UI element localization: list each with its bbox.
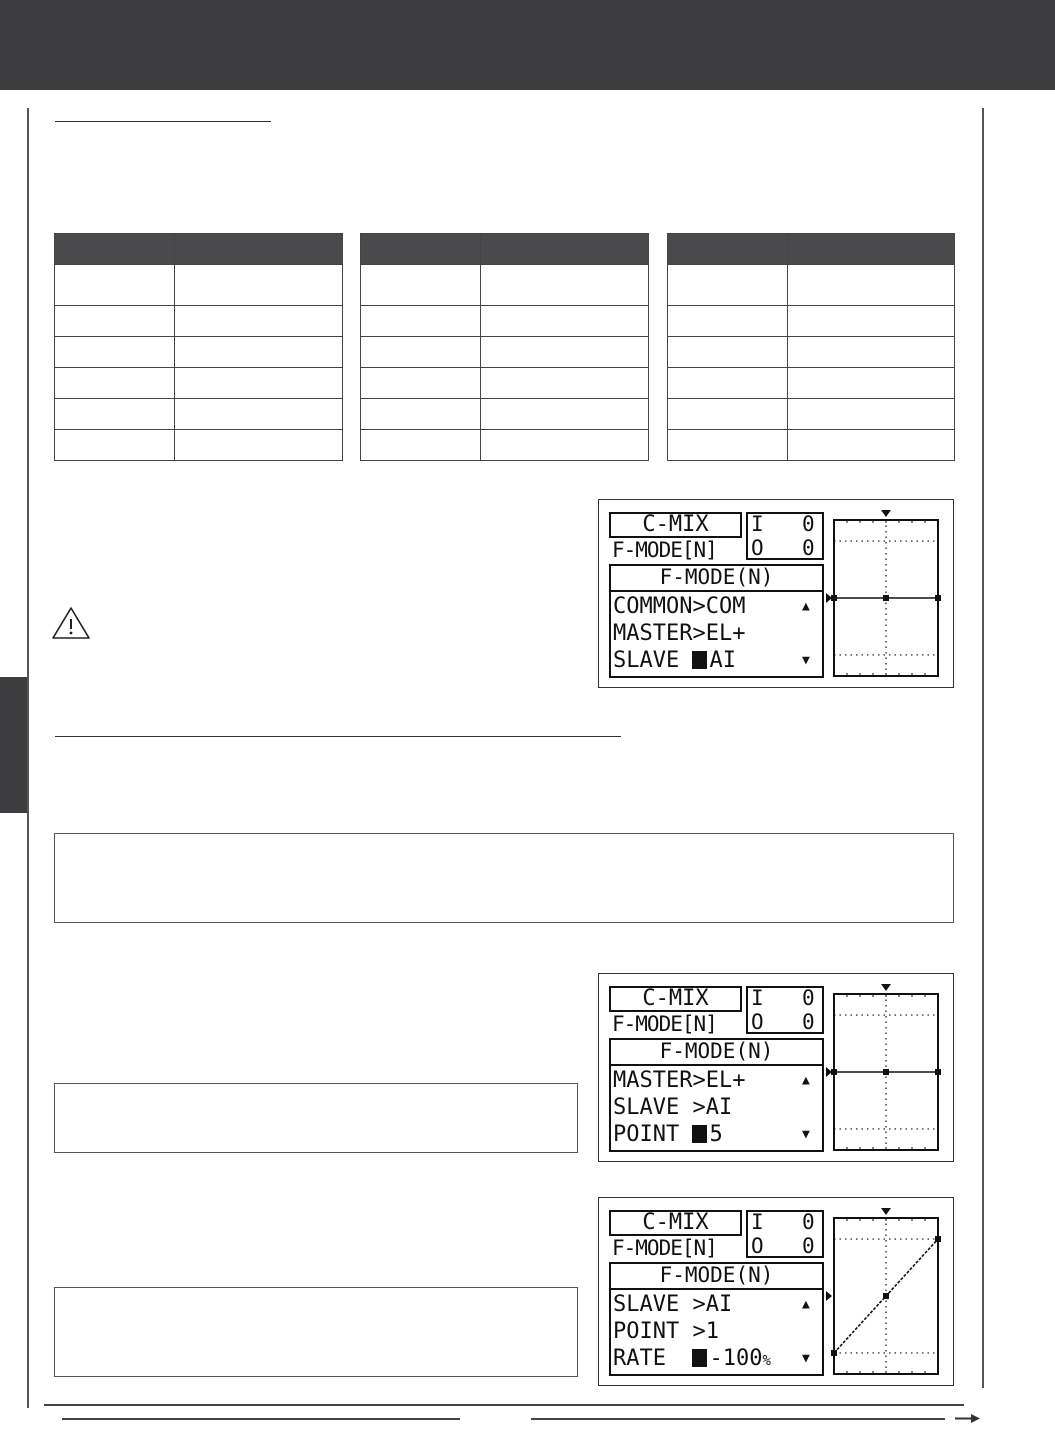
table-cell: [788, 265, 955, 306]
table-cell: [55, 265, 175, 306]
lcd-line-label: RATE: [613, 1346, 693, 1371]
lcd-line-value: COM: [705, 594, 746, 619]
lcd-menu-line: [613, 596, 745, 618]
table-header-cell: [481, 234, 649, 265]
lcd-line-label: SLAVE: [613, 648, 693, 673]
scroll-up-icon: ▲: [802, 1297, 810, 1312]
table-header-cell: [361, 234, 481, 265]
footer-rule: [44, 1404, 964, 1406]
lcd-io-label: I: [751, 986, 764, 1010]
table-cell: [668, 265, 788, 306]
lcd-curve-graph: [826, 504, 946, 682]
lcd-header-divider: [609, 1288, 824, 1290]
table-cell: [175, 265, 343, 306]
curve-point: [935, 1069, 941, 1075]
lcd-line-value: AI: [705, 1292, 733, 1317]
table-header-cell: [788, 234, 955, 265]
lcd-title: C-MIX: [642, 512, 709, 537]
lcd-line-value: 5: [709, 1122, 723, 1147]
scroll-down-icon: ▼: [802, 653, 810, 668]
note-box-wide: [54, 833, 954, 923]
lcd-line-value: -100: [709, 1346, 763, 1371]
curve-point: [831, 1350, 837, 1356]
left-margin-rule: [27, 108, 29, 1408]
lcd-line-label: SLAVE >: [613, 1095, 706, 1120]
lcd-header-divider: [609, 1064, 824, 1066]
lcd-line-label: SLAVE >: [613, 1292, 706, 1317]
lcd-io-value: 0: [802, 1210, 815, 1234]
lcd-io-label: I: [751, 1210, 764, 1234]
lcd-line-value: EL+: [705, 621, 746, 646]
lcd-cursor: [692, 1349, 707, 1367]
warning-triangle-icon: [51, 606, 91, 645]
table-cell: [481, 265, 649, 306]
lcd-title: C-MIX: [642, 986, 709, 1011]
lcd-menu-header: F-MODE(N): [659, 1263, 774, 1287]
lcd-menu-line: [613, 1348, 771, 1370]
lcd-io-value: 0: [802, 1234, 815, 1258]
lcd-cursor: [692, 1125, 707, 1143]
curve-point: [831, 1069, 837, 1075]
curve-point: [935, 1236, 941, 1242]
right-margin-rule: [982, 108, 984, 1388]
lcd-line-label: COMMON>: [613, 594, 706, 619]
note-box-1: [54, 1083, 578, 1153]
input-marker-icon: [881, 1208, 891, 1215]
lcd-line-unit: %: [762, 1353, 771, 1369]
lcd-menu-line: [613, 1321, 719, 1343]
lcd-title: C-MIX: [642, 1210, 709, 1235]
scroll-up-icon: ▲: [802, 599, 810, 614]
input-marker-icon: [881, 510, 891, 517]
lcd-menu-line: [613, 1124, 723, 1146]
curve-point: [883, 1069, 889, 1075]
lcd-io-value: 0: [802, 536, 815, 560]
input-marker-icon: [881, 984, 891, 991]
code-table-2: [360, 233, 649, 461]
lcd-line-label: POINT: [613, 1122, 693, 1147]
lcd-line-label: MASTER>: [613, 1068, 706, 1093]
code-table-1: [54, 233, 343, 461]
note-box-2: [54, 1287, 578, 1377]
section-side-tab: [0, 677, 27, 813]
lcd-io-label: I: [751, 512, 764, 536]
scroll-down-icon: ▼: [802, 1351, 810, 1366]
lcd-menu-header: F-MODE(N): [659, 565, 774, 589]
lcd-line-label: MASTER>: [613, 621, 706, 646]
footer-rule-left: [62, 1418, 460, 1420]
lcd-io-value: 0: [802, 1010, 815, 1034]
page-header-bar: [0, 0, 1055, 90]
lcd-mode: F-MODE[N]: [612, 1012, 717, 1036]
section-heading-underline-2: [55, 736, 621, 737]
lcd-line-value: 1: [705, 1319, 719, 1344]
curve-point: [831, 595, 837, 601]
scroll-up-icon: ▲: [802, 1073, 810, 1088]
lcd-menu-line: [613, 650, 736, 672]
section-heading-underline-1: [55, 121, 271, 122]
lcd-io-label: O: [751, 536, 764, 560]
arrow-right-icon: [955, 1411, 981, 1429]
lcd-cursor: [692, 651, 707, 669]
lcd-io-label: O: [751, 1234, 764, 1258]
scroll-down-icon: ▼: [802, 1127, 810, 1142]
lcd-screen-1: [598, 499, 954, 688]
lcd-screen-2: [598, 973, 954, 1162]
lcd-curve-graph: [826, 978, 946, 1156]
lcd-menu-line: [613, 1294, 732, 1316]
output-marker-icon: [826, 1291, 832, 1301]
lcd-header-divider: [609, 590, 824, 592]
lcd-io-label: O: [751, 1010, 764, 1034]
lcd-line-value: AI: [709, 648, 736, 673]
lcd-io-value: 0: [802, 986, 815, 1010]
curve-point: [883, 1293, 889, 1299]
lcd-mode: F-MODE[N]: [612, 1236, 717, 1260]
lcd-line-value: EL+: [705, 1068, 746, 1093]
lcd-menu-header: F-MODE(N): [659, 1039, 774, 1063]
code-table-3: [667, 233, 955, 461]
table-header-cell: [668, 234, 788, 265]
lcd-menu-line: [613, 1097, 732, 1119]
lcd-menu-line: [613, 623, 745, 645]
lcd-mode: F-MODE[N]: [612, 538, 717, 562]
lcd-line-label: POINT >: [613, 1319, 706, 1344]
curve-point: [883, 595, 889, 601]
lcd-curve-graph: [826, 1202, 946, 1380]
lcd-io-value: 0: [802, 512, 815, 536]
footer-rule-right: [531, 1418, 945, 1420]
lcd-line-value: AI: [705, 1095, 733, 1120]
table-header-cell: [55, 234, 175, 265]
curve-point: [935, 595, 941, 601]
lcd-menu-line: [613, 1070, 745, 1092]
table-cell: [361, 265, 481, 306]
table-header-cell: [175, 234, 343, 265]
lcd-screen-3: [598, 1197, 954, 1386]
